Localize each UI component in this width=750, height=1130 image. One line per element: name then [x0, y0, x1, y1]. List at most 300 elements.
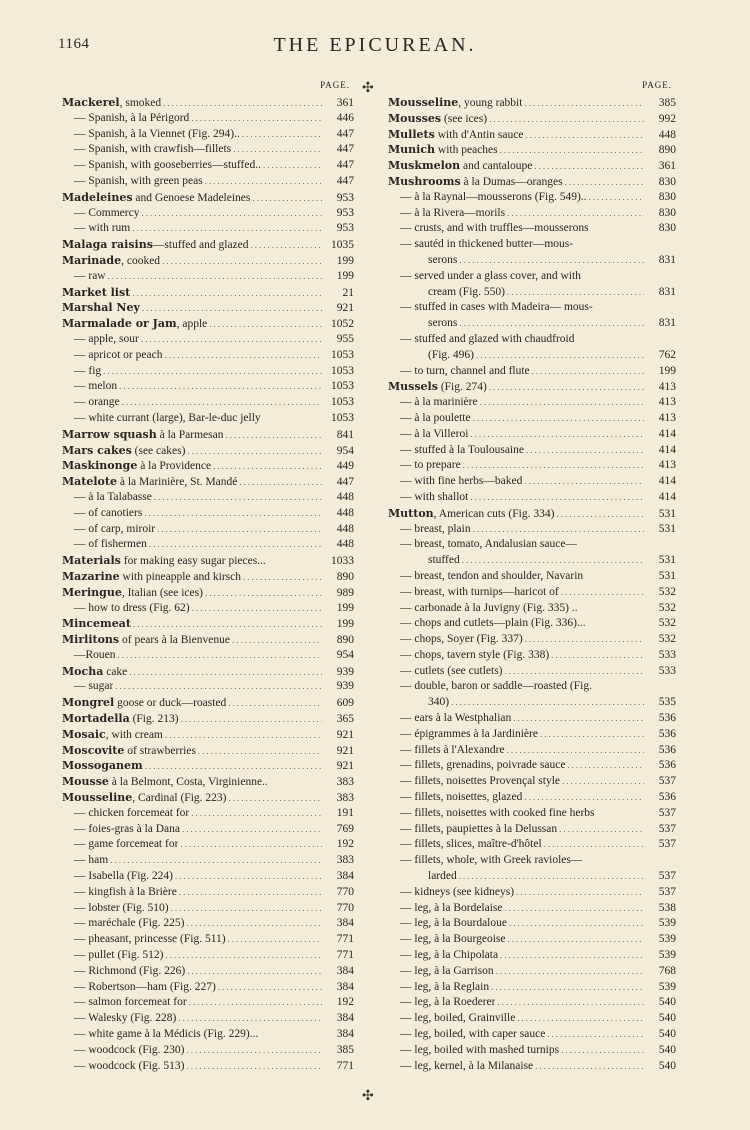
leader-dots	[459, 869, 644, 885]
entry-text	[62, 300, 140, 316]
entry-text	[62, 632, 230, 648]
entry-text	[62, 253, 160, 269]
index-entry	[62, 427, 354, 443]
entry-heading: Madeleines	[62, 190, 133, 204]
entry-description: goose or duck—roasted	[114, 697, 227, 710]
entry-page: 531	[658, 507, 676, 520]
entry-page: 890	[336, 570, 354, 583]
entry-page: 609	[336, 697, 354, 710]
entry-text	[388, 790, 522, 806]
index-entry	[62, 948, 354, 964]
entry-description: — crusts, and with truffles—mousserons	[400, 222, 589, 235]
entry-description: , Cardinal (Fig. 223)	[132, 792, 227, 805]
index-entry	[388, 300, 676, 316]
index-entry	[62, 1059, 354, 1075]
leader-dots	[233, 142, 322, 158]
entry-page: 537	[658, 885, 676, 898]
index-entry	[388, 932, 676, 948]
entry-description: — Spanish, with gooseberries—stuffed..	[74, 159, 261, 172]
entry-page: 199	[336, 269, 354, 282]
index-entry	[62, 727, 354, 743]
leader-dots	[103, 364, 322, 380]
index-entry	[62, 300, 354, 316]
entry-description: — à la Villeroi	[400, 427, 469, 440]
entry-text	[62, 885, 177, 901]
entry-description: — fig	[74, 364, 102, 377]
entry-text	[62, 411, 261, 427]
entry-page: 830	[658, 175, 676, 188]
entry-page: 447	[336, 127, 354, 140]
index-entry	[62, 916, 354, 932]
leader-dots	[525, 632, 644, 648]
entry-text	[62, 806, 189, 822]
entry-text	[388, 774, 560, 790]
entry-page: 539	[658, 933, 676, 946]
entry-description: à la Dumas—oranges	[460, 175, 563, 188]
leader-dots	[480, 395, 644, 411]
entry-text	[62, 1011, 176, 1027]
entry-description: — with shallot	[400, 490, 469, 503]
entry-text	[388, 316, 457, 332]
index-entry	[388, 601, 676, 617]
index-entry	[388, 1059, 676, 1075]
entry-description: — to turn, channel and flute	[400, 364, 530, 377]
index-entry	[388, 727, 676, 743]
entry-heading: Mars cakes	[62, 443, 132, 457]
entry-page: 831	[658, 317, 676, 330]
index-entry	[62, 190, 354, 206]
entry-text	[62, 316, 207, 332]
entry-text	[388, 458, 461, 474]
leader-dots	[228, 791, 322, 806]
entry-page: 921	[336, 760, 354, 773]
leader-dots	[228, 696, 322, 711]
index-entry	[388, 348, 676, 364]
leader-dots	[165, 728, 322, 743]
entry-description: larded	[428, 870, 457, 883]
entry-page: 1053	[331, 396, 354, 409]
entry-page: 831	[658, 253, 676, 266]
entry-text	[388, 174, 563, 190]
entry-text	[62, 679, 113, 695]
entry-page: 535	[658, 696, 676, 709]
entry-page: 841	[336, 428, 354, 441]
entry-text	[62, 1059, 185, 1075]
entry-page: 384	[336, 980, 354, 993]
entry-page: 531	[658, 522, 676, 535]
entry-page: 536	[658, 791, 676, 804]
leader-dots	[556, 507, 644, 522]
entry-page: 1052	[331, 318, 354, 331]
index-entry	[388, 253, 676, 269]
leader-dots	[500, 143, 644, 158]
leader-dots	[459, 316, 644, 332]
index-entry	[62, 411, 354, 427]
entry-page: 1035	[331, 239, 354, 252]
entry-page: 536	[658, 712, 676, 725]
entry-text	[388, 980, 489, 996]
leader-dots	[187, 964, 322, 980]
entry-text	[62, 553, 266, 569]
index-entry	[62, 790, 354, 806]
entry-page: 447	[336, 174, 354, 187]
index-entry	[388, 585, 676, 601]
entry-text	[388, 221, 589, 237]
leader-dots	[118, 648, 322, 664]
index-entry	[388, 443, 676, 459]
index-entry	[62, 585, 354, 601]
entry-text	[388, 837, 542, 853]
entry-page: 414	[658, 490, 676, 503]
leader-dots	[187, 1059, 322, 1075]
entry-text	[388, 332, 574, 348]
entry-description: — stuffed and glazed with chaudfroid	[400, 332, 575, 345]
index-entry	[388, 395, 676, 411]
entry-description: — leg, à la Reglain	[400, 980, 490, 993]
index-entry	[62, 569, 354, 585]
index-entry	[388, 474, 676, 490]
leader-dots	[551, 648, 644, 664]
entry-description: — fillets, paupiettes à la Delussan	[400, 822, 558, 835]
entry-description: — raw	[74, 269, 106, 282]
index-entry	[388, 553, 676, 569]
entry-heading: Muskmelon	[388, 159, 461, 173]
leader-dots	[489, 380, 644, 395]
entry-description: (see cakes)	[131, 444, 186, 457]
entry-text	[388, 743, 505, 759]
entry-description: with d'Antin sauce	[434, 128, 524, 141]
entry-page: 413	[658, 381, 676, 394]
entry-page: 1053	[331, 380, 354, 393]
entry-text	[388, 758, 565, 774]
leader-dots	[187, 1043, 322, 1059]
entry-heading: Marmalade or Jam	[62, 317, 177, 331]
leader-dots	[473, 411, 644, 427]
page-column-label: PAGE.	[642, 80, 672, 90]
leader-dots	[198, 744, 322, 759]
entry-description: à la Marinière, St. Mandé	[116, 476, 238, 489]
index-entry	[62, 395, 354, 411]
entry-description: — breast, plain	[400, 522, 471, 535]
entry-description: — melon	[74, 380, 118, 393]
entry-text	[388, 916, 507, 932]
entry-page: 361	[336, 97, 354, 109]
entry-description: , with cream	[105, 728, 163, 741]
leader-dots	[171, 901, 322, 917]
entry-heading: Marinade	[62, 253, 122, 267]
leader-dots	[141, 206, 322, 222]
entry-text	[62, 206, 139, 222]
index-entry	[388, 237, 676, 253]
entry-description: cake	[103, 665, 128, 678]
entry-text	[62, 790, 226, 806]
entry-page: 448	[336, 506, 354, 519]
entry-description: — Spanish, with crawfish—fillets	[74, 143, 232, 156]
leader-dots	[252, 191, 322, 206]
entry-heading: Mongrel	[62, 696, 115, 710]
entry-description: — lobster (Fig. 510)	[74, 901, 169, 914]
entry-text	[388, 142, 498, 158]
entry-text	[62, 1043, 185, 1059]
entry-description: — maréchale (Fig. 225)	[74, 917, 185, 930]
entry-text	[388, 806, 595, 822]
entry-text	[388, 427, 468, 443]
index-entry	[62, 253, 354, 269]
entry-text	[388, 379, 487, 395]
entry-text	[388, 711, 511, 727]
index-entry	[62, 285, 354, 301]
entry-text	[388, 664, 503, 680]
leader-dots	[119, 379, 322, 395]
entry-page: 540	[658, 1059, 676, 1072]
entry-page: 199	[336, 254, 354, 267]
entry-page: 446	[336, 111, 354, 124]
index-entry	[388, 427, 676, 443]
entry-description: — fillets, noisettes, glazed	[400, 791, 523, 804]
entry-description: — fillets, noisettes with cooked fine herbs	[400, 806, 595, 819]
entry-description: — fillets, noisettes Provençal style	[400, 775, 561, 788]
index-entry	[388, 869, 676, 885]
index-entry	[388, 885, 676, 901]
leader-dots	[509, 916, 644, 932]
index-entry	[62, 316, 354, 332]
leader-dots	[589, 190, 644, 206]
entry-heading: Matelote	[62, 475, 117, 489]
index-entry	[62, 964, 354, 980]
index-entry	[62, 1011, 354, 1027]
entry-page: 532	[658, 617, 676, 630]
entry-text	[388, 695, 449, 711]
entry-text	[388, 853, 582, 869]
index-entry	[62, 806, 354, 822]
entry-page: 992	[658, 112, 676, 125]
leader-dots	[115, 679, 322, 695]
leader-dots	[132, 286, 322, 301]
index-entry	[62, 506, 354, 522]
entry-description: — breast, with turnips—haricot of	[400, 585, 559, 598]
leader-dots	[459, 253, 644, 269]
leader-dots	[524, 790, 644, 806]
index-entry	[62, 474, 354, 490]
index-list-left	[62, 95, 354, 1074]
entry-heading: Marrow squash	[62, 427, 157, 441]
entry-text	[62, 837, 178, 853]
entry-text	[388, 285, 505, 301]
ornament-bottom: ✣	[362, 1089, 374, 1104]
index-entry	[62, 853, 354, 869]
entry-text	[62, 901, 169, 917]
leader-dots	[507, 206, 644, 222]
entry-page: 771	[336, 949, 354, 962]
entry-text	[62, 537, 147, 553]
entry-page: 361	[658, 160, 676, 173]
index-entry	[62, 458, 354, 474]
entry-text	[62, 458, 211, 474]
index-entry	[388, 1011, 676, 1027]
entry-text	[62, 127, 240, 143]
leader-dots	[205, 586, 322, 601]
entry-description: — Commercy	[74, 206, 140, 219]
entry-text	[62, 695, 226, 711]
entry-page: 414	[658, 443, 676, 456]
leader-dots	[497, 995, 644, 1011]
entry-text	[62, 111, 189, 127]
entry-text	[62, 474, 237, 490]
index-entry	[388, 285, 676, 301]
entry-text	[388, 569, 583, 585]
entry-description: — à la marinière	[400, 396, 478, 409]
index-entry	[62, 553, 354, 569]
page-column-label: PAGE.	[320, 80, 350, 90]
index-entry	[62, 364, 354, 380]
entry-text	[62, 364, 101, 380]
entry-heading: Mousse	[62, 775, 109, 789]
entry-heading: Mushrooms	[388, 174, 461, 188]
leader-dots	[561, 1043, 644, 1059]
entry-page: 953	[336, 206, 354, 219]
entry-description: — leg, à la Chipolata	[400, 949, 499, 962]
entry-page: 921	[336, 728, 354, 741]
entry-text	[62, 490, 152, 506]
index-entry	[62, 142, 354, 158]
leader-dots	[525, 128, 644, 143]
index-entry	[388, 679, 676, 695]
entry-description: — fillets, grenadins, poivrade sauce	[400, 759, 566, 772]
entry-page: 1053	[331, 348, 354, 361]
leader-dots	[263, 158, 322, 174]
entry-heading: Mutton	[388, 506, 434, 520]
index-entry	[388, 790, 676, 806]
entry-description: — leg, boiled with mashed turnips	[400, 1043, 560, 1056]
entry-text	[388, 616, 586, 632]
entry-description: — Spanish, à la Viennet (Fig. 294)..	[74, 127, 240, 140]
entry-page: 531	[658, 569, 676, 582]
entry-heading: Mincemeat	[62, 617, 131, 631]
index-entry	[388, 537, 676, 553]
entry-page: 536	[658, 727, 676, 740]
leader-dots	[181, 712, 322, 727]
entry-page: 537	[658, 806, 676, 819]
leader-dots	[463, 458, 644, 474]
entry-description: — chops, Soyer (Fig. 337)	[400, 633, 523, 646]
leader-dots	[524, 96, 644, 111]
entry-text	[62, 585, 203, 601]
entry-heading: Meringue	[62, 585, 122, 599]
leader-dots	[110, 853, 322, 869]
entry-text	[388, 300, 593, 316]
leader-dots	[470, 427, 644, 443]
leader-dots	[470, 490, 644, 506]
entry-description: — leg, kernel, à la Milanaise	[400, 1059, 534, 1072]
index-list-right	[388, 95, 676, 1074]
entry-text	[388, 869, 457, 885]
leader-dots	[232, 633, 322, 648]
leader-dots	[180, 837, 322, 853]
entry-text	[62, 648, 116, 664]
entry-heading: Marshal Ney	[62, 301, 140, 315]
entry-description: — chicken forcemeat for	[74, 806, 190, 819]
entry-description: — carbonade à la Juvigny (Fig. 335) ..	[400, 601, 578, 614]
entry-text	[62, 158, 261, 174]
entry-description: — of carp, miroir	[74, 522, 156, 535]
entry-description: stuffed	[428, 554, 460, 567]
entry-text	[388, 474, 522, 490]
entry-page: 192	[336, 996, 354, 1009]
entry-text	[62, 269, 106, 285]
entry-text	[388, 269, 581, 285]
entry-text	[388, 95, 522, 111]
index-entry	[388, 616, 676, 632]
entry-description: — double, baron or saddle—roasted (Fig.	[400, 680, 592, 693]
entry-page: 939	[336, 665, 354, 678]
index-entry	[62, 932, 354, 948]
entry-description: — pullet (Fig. 512)	[74, 949, 164, 962]
leader-dots	[141, 332, 322, 348]
entry-description: —Rouen	[74, 648, 116, 661]
leader-dots	[513, 711, 644, 727]
leader-dots	[496, 964, 644, 980]
leader-dots	[540, 727, 644, 743]
entry-page: 1053	[331, 364, 354, 377]
leader-dots	[561, 585, 644, 601]
entry-description: à la Providence	[137, 460, 212, 473]
index-entry	[62, 490, 354, 506]
entry-description: — Spanish, à la Périgord	[74, 111, 190, 124]
entry-page: 414	[658, 427, 676, 440]
entry-description: serons	[428, 253, 458, 266]
entry-page: 383	[336, 792, 354, 805]
entry-description: — leg, à la Bourgeoise	[400, 933, 506, 946]
index-entry	[62, 743, 354, 759]
entry-text	[62, 616, 131, 632]
leader-dots	[129, 665, 322, 680]
entry-text	[62, 758, 143, 774]
entry-description: — ham	[74, 854, 109, 867]
index-entry	[388, 743, 676, 759]
entry-heading: Mocha	[62, 664, 104, 678]
entry-text	[62, 727, 163, 743]
leader-dots	[567, 758, 644, 774]
index-entry	[388, 316, 676, 332]
leader-dots	[526, 443, 644, 459]
entry-description: — with rum	[74, 222, 131, 235]
running-title: THE EPICUREAN.	[273, 34, 477, 56]
leader-dots	[192, 601, 322, 617]
entry-text	[388, 648, 549, 664]
entry-description: — Spanish, with green peas	[74, 174, 203, 187]
entry-text	[62, 995, 187, 1011]
index-entry	[388, 458, 676, 474]
entry-text	[388, 1011, 515, 1027]
leader-dots	[142, 301, 322, 316]
entry-heading: Mousses	[388, 111, 442, 125]
index-entry	[62, 127, 354, 143]
entry-description: — woodcock (Fig. 513)	[74, 1059, 185, 1072]
entry-text	[62, 980, 216, 996]
leader-dots	[218, 980, 322, 996]
entry-description: of pears à la Bienvenue	[119, 634, 230, 647]
index-entry	[62, 348, 354, 364]
entry-page: 383	[336, 854, 354, 867]
entry-description: (Fig. 213)	[129, 713, 179, 726]
index-entry	[62, 901, 354, 917]
index-entry	[388, 806, 676, 822]
entry-text	[388, 585, 559, 601]
entry-page: 538	[658, 901, 676, 914]
entry-description: — salmon forcemeat for	[74, 996, 187, 1009]
leader-dots	[491, 980, 644, 996]
index-column-right	[388, 80, 676, 1074]
